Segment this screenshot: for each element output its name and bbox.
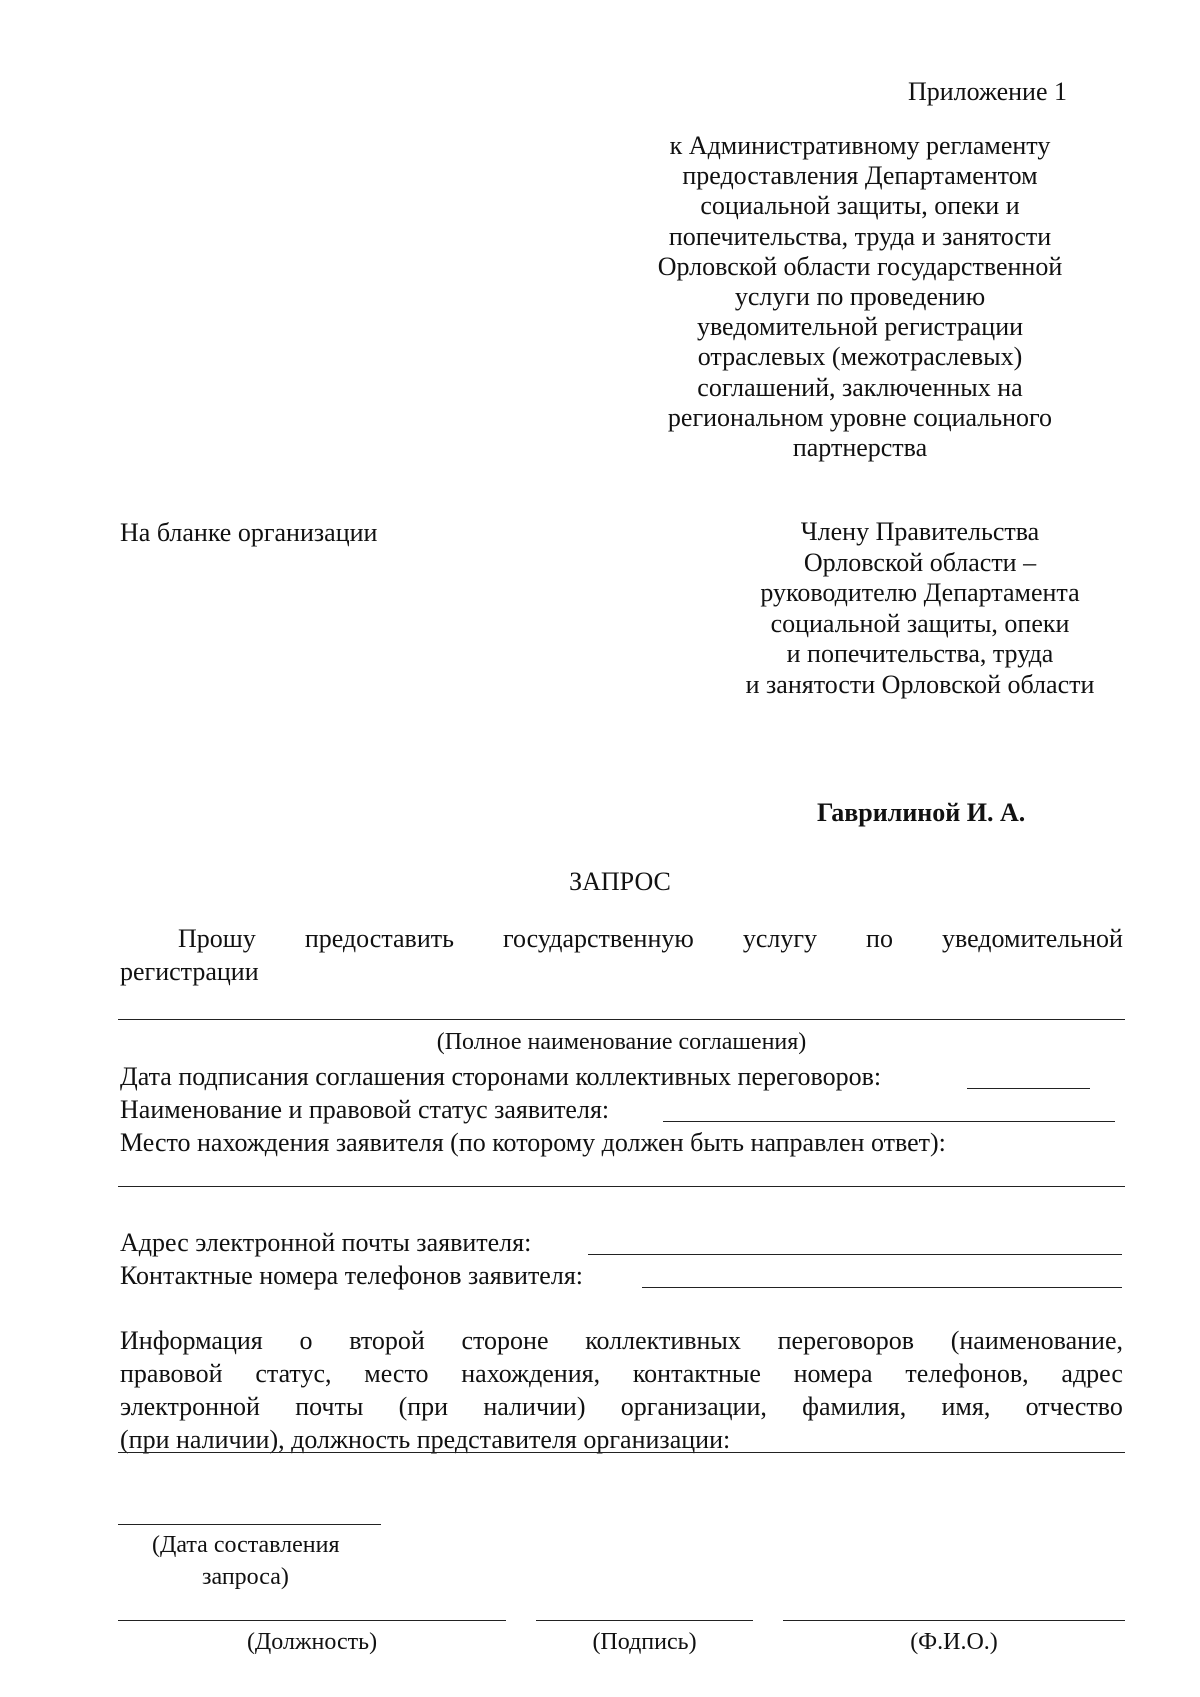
signature-line[interactable] bbox=[536, 1620, 753, 1621]
second-party-line-3 bbox=[120, 1391, 1123, 1423]
request-date-caption-2: запроса) bbox=[202, 1564, 289, 1590]
request-word: уведомительной bbox=[941, 924, 1123, 953]
request-word: предоставить bbox=[304, 924, 454, 953]
position-line[interactable] bbox=[118, 1620, 506, 1621]
second-party-word: правовой bbox=[120, 1359, 223, 1388]
signing-date-label: Дата подписания соглашения сторонами коллективных переговоров: bbox=[120, 1062, 882, 1091]
position-caption: (Должность) bbox=[246, 1629, 378, 1655]
appendix-line: уведомительной регистрации bbox=[696, 312, 1024, 342]
email-label: Адрес электронной почты заявителя: bbox=[120, 1228, 532, 1257]
appendix-line: услуги по проведению bbox=[734, 282, 986, 312]
addressee-block bbox=[720, 517, 1120, 700]
appendix-reference bbox=[600, 131, 1120, 463]
appendix-line: к Административному регламенту bbox=[669, 131, 1051, 160]
second-party-word: электронной bbox=[120, 1392, 260, 1421]
second-party-word: контактные bbox=[632, 1359, 761, 1388]
email-line[interactable] bbox=[588, 1254, 1122, 1255]
appendix-line: партнерства bbox=[792, 433, 928, 463]
second-party-line-4: (при наличии), должность представителя организации: bbox=[120, 1425, 731, 1454]
second-party-word: имя, bbox=[941, 1392, 991, 1421]
second-party-word: нахождения, bbox=[461, 1359, 601, 1388]
phones-label: Контактные номера телефонов заявителя: bbox=[120, 1261, 583, 1290]
second-party-word: отчество bbox=[1025, 1392, 1123, 1421]
appendix-line: предоставления Департаментом bbox=[682, 161, 1038, 191]
second-party-word: почты bbox=[295, 1392, 364, 1421]
appendix-number: Приложение 1 bbox=[907, 77, 1067, 106]
second-party-word: организации, bbox=[620, 1392, 767, 1421]
appendix-line: региональном уровне социального bbox=[667, 402, 1053, 432]
second-party-word: коллективных bbox=[585, 1326, 741, 1355]
second-party-word: второй bbox=[349, 1326, 425, 1355]
appendix-line: соглашений, заключенных на bbox=[697, 372, 1023, 402]
second-party-line-1 bbox=[120, 1325, 1123, 1357]
request-word: услугу bbox=[742, 924, 818, 953]
second-party-word: (наименование, bbox=[950, 1326, 1123, 1355]
second-party-word: адрес bbox=[1061, 1359, 1123, 1388]
second-party-word: Информация bbox=[120, 1326, 263, 1355]
second-party-word: фамилия, bbox=[802, 1392, 907, 1421]
request-word: Прошу bbox=[178, 924, 256, 953]
appendix-line: отраслевых (межотраслевых) bbox=[697, 342, 1023, 372]
second-party-word: стороне bbox=[461, 1326, 549, 1355]
second-party-word: наличии) bbox=[483, 1392, 586, 1421]
applicant-location-line[interactable] bbox=[118, 1186, 1125, 1187]
agreement-caption: (Полное наименование соглашения) bbox=[436, 1029, 807, 1055]
second-party-word: место bbox=[364, 1359, 429, 1388]
applicant-name-status-line[interactable] bbox=[663, 1121, 1115, 1122]
agreement-name-line[interactable] bbox=[118, 1019, 1125, 1020]
request-line-2: регистрации bbox=[120, 957, 259, 986]
request-date-line[interactable] bbox=[118, 1524, 381, 1525]
addressee-line: Члену Правительства bbox=[800, 517, 1040, 546]
fio-caption: (Ф.И.О.) bbox=[910, 1629, 998, 1655]
addressee-line: Орловской области – bbox=[803, 547, 1037, 577]
signature-caption: (Подпись) bbox=[592, 1629, 697, 1655]
addressee-line: и попечительства, труда bbox=[786, 639, 1054, 668]
addressee-line: социальной защиты, опеки bbox=[770, 608, 1070, 638]
request-word: государственную bbox=[503, 924, 694, 953]
second-party-word: о bbox=[299, 1326, 313, 1355]
second-party-word: телефонов, bbox=[905, 1359, 1029, 1388]
second-party-info-line[interactable] bbox=[118, 1452, 1125, 1453]
request-date-caption-1: (Дата составления bbox=[152, 1532, 340, 1558]
phones-line[interactable] bbox=[642, 1287, 1122, 1288]
request-word: по bbox=[866, 924, 893, 953]
appendix-line: попечительства, труда и занятости bbox=[668, 221, 1052, 251]
appendix-line: Орловской области государственной bbox=[657, 251, 1063, 281]
addressee-line: и занятости Орловской области bbox=[745, 669, 1095, 699]
request-line-1 bbox=[178, 923, 1123, 955]
applicant-name-status-label: Наименование и правовой статус заявителя: bbox=[120, 1095, 610, 1124]
appendix-line: социальной защиты, опеки и bbox=[700, 191, 1020, 221]
second-party-word: номера bbox=[793, 1359, 873, 1388]
letterhead-note: На бланке организации bbox=[120, 518, 378, 547]
addressee-line: руководителю Департамента bbox=[760, 578, 1080, 607]
addressee-name: Гаврилиной И. А. bbox=[817, 798, 1026, 827]
applicant-location-label: Место нахождения заявителя (по которому должен быть направлен ответ): bbox=[120, 1128, 946, 1157]
second-party-word: переговоров bbox=[777, 1326, 914, 1355]
signing-date-line[interactable] bbox=[967, 1088, 1090, 1089]
second-party-word: статус, bbox=[255, 1359, 332, 1388]
fio-line[interactable] bbox=[783, 1620, 1125, 1621]
document-title: ЗАПРОС bbox=[569, 867, 671, 896]
second-party-word: (при bbox=[398, 1392, 449, 1421]
second-party-line-2 bbox=[120, 1358, 1123, 1390]
